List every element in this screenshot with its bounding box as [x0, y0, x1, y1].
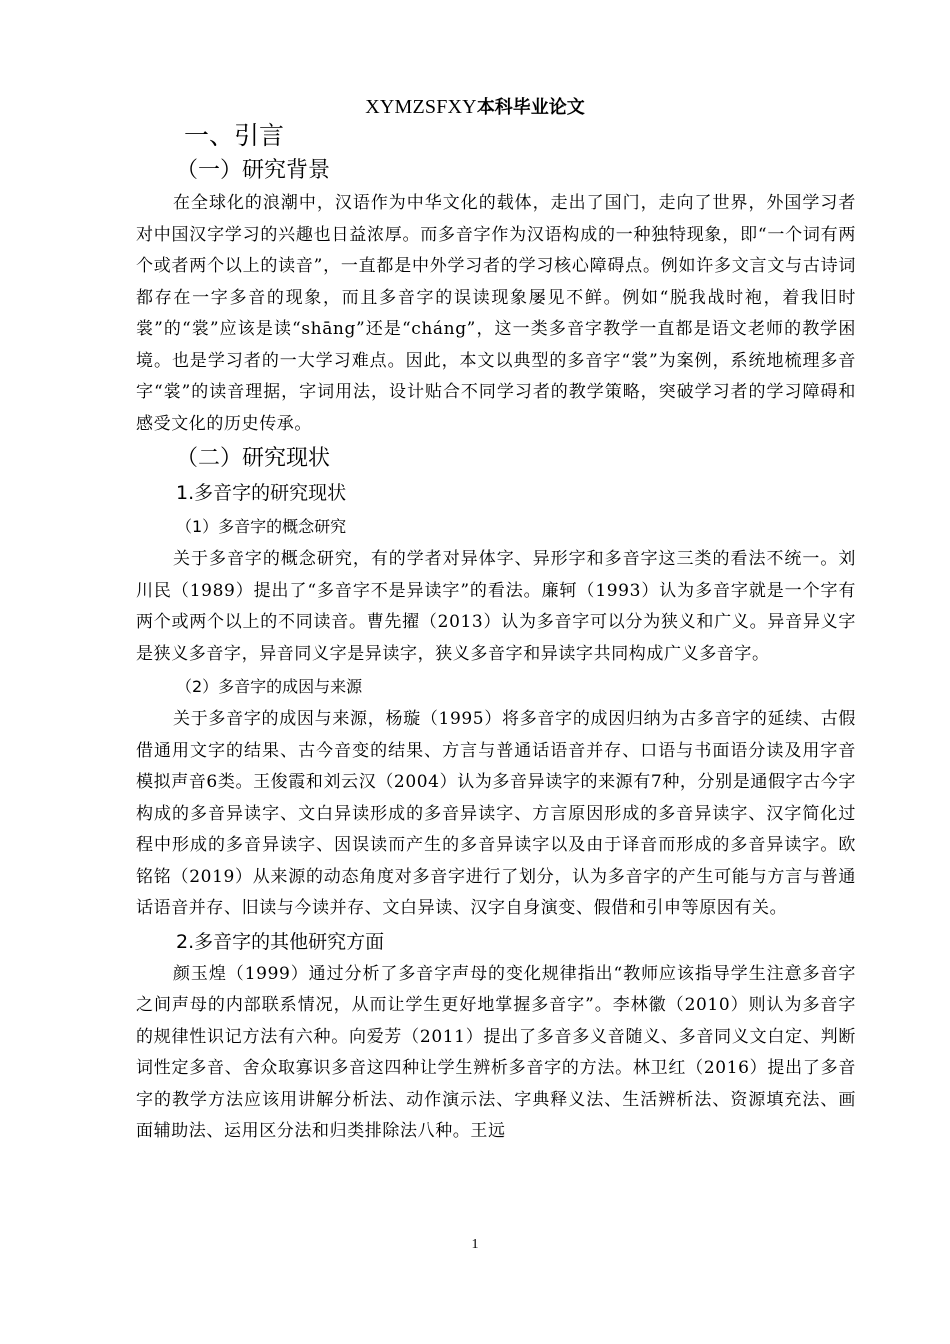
- section-1-2-heading: （二）研究现状: [176, 446, 331, 471]
- header-code: XYMZSFXY: [365, 96, 477, 118]
- header-title: 本科毕业论文: [476, 97, 585, 118]
- page-number: 1: [471, 1237, 479, 1252]
- subsection-1-a-heading: （1）多音字的概念研究: [176, 517, 347, 536]
- section-1-heading: 一、引言: [184, 121, 285, 150]
- subsection-2-heading: 2.多音字的其他研究方面: [176, 930, 385, 953]
- paragraph-other-research: 颜玉煌（1999）通过分析了多音字声母的变化规律指出“教师应该指导学生注意多音字之间声母的内部联系情况，从而让学生更好地掌握多音字”。李林徽（2010）则认为多音字的规律性识记方法有六种。向爱芳（2011）提出了多音多义音随义、多音同义文白定、判断词性定多音、舍众取寡识多音这四种让学生辨析多音字的方法。林卫红（2016）提出了多音字的教学方法应该用讲解分析法、动作演示法、字典释义法、生活辨析法、资源填充法、画面辅助法、运用区分法和归类排除法八种。王远: [136, 963, 856, 1141]
- body-content: [136, 118, 856, 1148]
- subsection-1-b-heading: （2）多音字的成因与来源: [176, 677, 363, 696]
- paragraph-origin-research: 关于多音字的成因与来源，杨璇（1995）将多音字的成因归纳为古多音字的延续、古假借通用文字的结果、古今音变的结果、方言与普通话语音并存、口语与书面语分读及用字音模拟声音6类。王俊霞和刘云汉（2004）认为多音异读字的来源有7种，分别是通假字古今字构成的多音异读字、文白异读形成的多音异读字、方言原因形成的多音异读字、汉字简化过程中形成的多音异读字、因误读而产生的多音异读字以及由于译音而形成的多音异读字。欧铭铭（2019）从来源的动态角度对多音字进行了划分，认为多音字的产生可能与方言与普通话语音并存、旧读与今读并存、文白异读、汉字自身演变、假借和引申等原因有关。: [136, 709, 856, 918]
- paragraph-background: 在全球化的浪潮中，汉语作为中华文化的载体，走出了国门，走向了世界，外国学习者对中国汉字学习的兴趣也日益浓厚。而多音字作为汉语构成的一种独特现象，即“一个词有两个或者两个以上的读音”，一直都是中外学习者的学习核心障碍点。例如许多文言文与古诗词都存在一字多音的现象，而且多音字的误读现象屡见不鲜。例如“脱我战时袍，着我旧时裳”的“裳”应该是读“shāng”还是“cháng”，这一类多音字教学一直都是语文老师的教学困境。也是学习者的一大学习难点。因此，本文以典型的多音字“裳”为案例，系统地梳理多音字“裳”的读音理据，字词用法，设计贴合不同学习者的教学策略，突破学习者的学习障碍和感受文化的历史传承。: [136, 193, 856, 434]
- section-1-1-heading: （一）研究背景: [176, 158, 331, 183]
- page-header: [0, 94, 950, 121]
- subsection-1-heading: 1.多音字的研究现状: [176, 482, 347, 504]
- paragraph-concept-research: 关于多音字的概念研究，有的学者对异体字、异形字和多音字这三类的看法不统一。刘川民（1989）提出了“多音字不是异读字”的看法。廉轲（1993）认为多音字就是一个字有两个或两个以上的不同读音。曹先擢（2013）认为多音字可以分为狭义和广义。异音异义字是狭义多音字，异音同义字是异读字，狭义多音字和异读字共同构成广义多音字。: [136, 549, 856, 664]
